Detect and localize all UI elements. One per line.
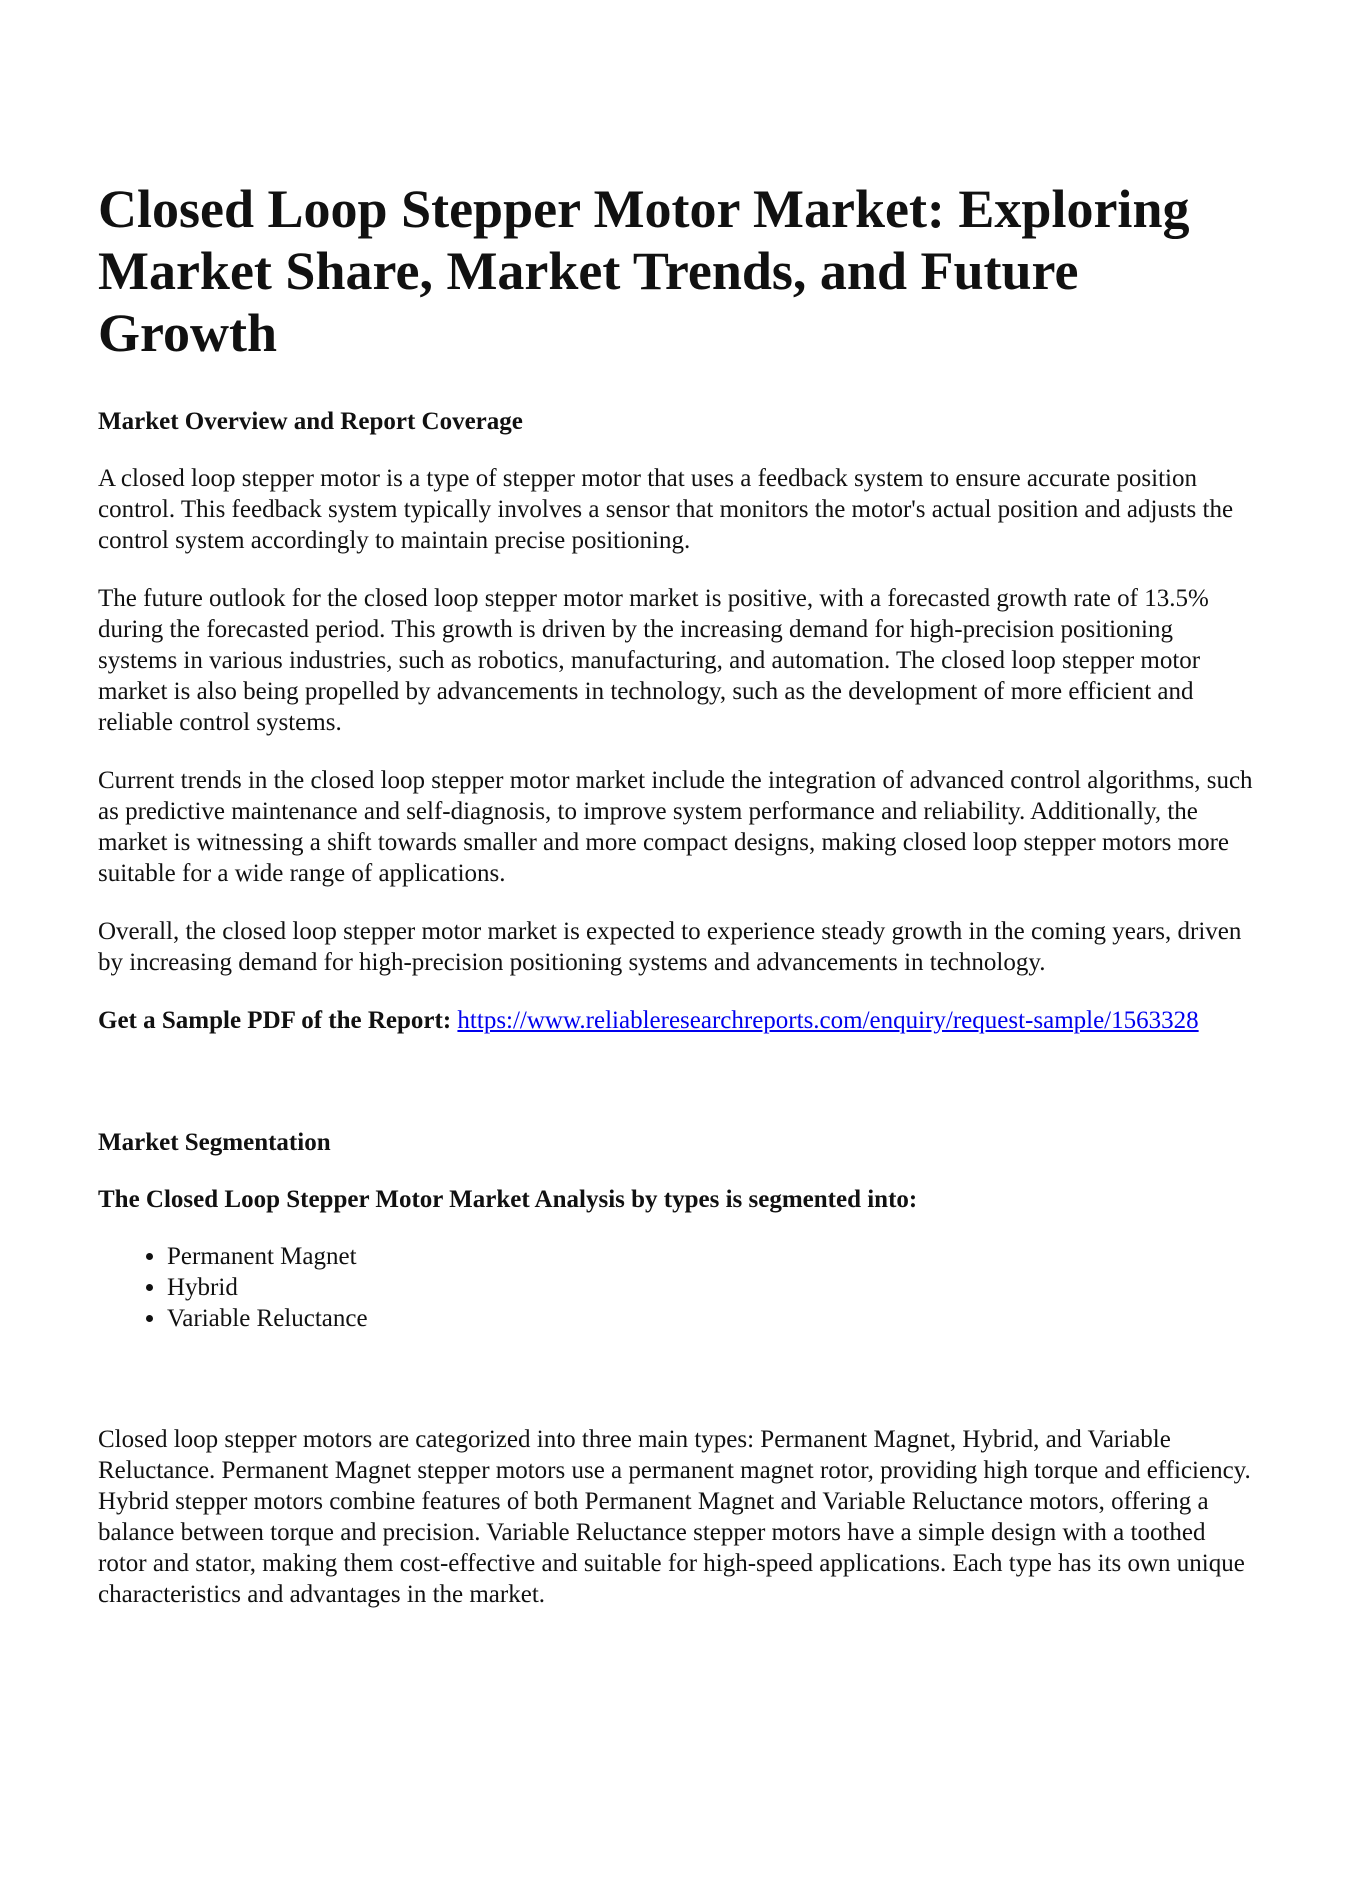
overview-paragraph-1: A closed loop stepper motor is a type of stepper motor that uses a feedback system to ensure accurate position control. This feedback system typically involves a sensor that monitors the motor's actual position and adjusts the control system accordingly to maintain precise positioning. [98, 465, 1234, 554]
types-paragraph: Closed loop stepper motors are categorized into three main types: Permanent Magnet, Hybrid, and Variable Reluctance. Permanent Magnet stepper motors use a permanent magnet rotor, providing high torque and efficiency. Hybrid stepper motors combine features of both Permanent Magnet and Variable Reluctance motors, offering a balance between torque and precision. Variable Reluctance stepper motors have a simple design with a toothed rotor and stator, making them cost-effective and suitable for high-speed applications. Each type has its own unique characteristics and advantages in the market. [98, 1426, 1251, 1608]
overview-paragraph-3: Current trends in the closed loop stepper motor market include the integration of advanced control algorithms, such as predictive maintenance and self-diagnosis, to improve system performance and reliability. Additionally, the market is witnessing a shift towards smaller and more compact designs, making closed loop stepper motors more suitable for a wide range of applications. [98, 767, 1253, 887]
page-title: Closed Loop Stepper Motor Market: Exploring Market Share, Market Trends, and Future Growth [98, 179, 1190, 363]
document-page [98, 178, 1258, 1637]
sample-pdf-line [98, 1005, 1258, 1036]
sample-pdf-label: Get a Sample PDF of the Report: [98, 1007, 452, 1034]
sample-pdf-link[interactable]: https://www.reliableresearchreports.com/enquiry/request-sample/1563328 [457, 1007, 1199, 1034]
overview-paragraph-2: The future outlook for the closed loop stepper motor market is positive, with a forecasted growth rate of 13.5% during the forecasted period. This growth is driven by the increasing demand for high-precision positioning systems in various industries, such as robotics, manufacturing, and automation. The closed loop stepper motor market is also being propelled by advancements in technology, such as the development of more efficient and reliable control systems. [98, 585, 1209, 736]
segmentation-heading: Market Segmentation [98, 1129, 331, 1156]
overview-paragraph-4: Overall, the closed loop stepper motor market is expected to experience steady growth in the coming years, driven by increasing demand for high-precision positioning systems and advancements in technology. [98, 918, 1242, 976]
overview-heading: Market Overview and Report Coverage [98, 408, 523, 435]
list-item: • Hybrid [167, 1272, 1258, 1303]
list-item: • Permanent Magnet [167, 1241, 1258, 1272]
list-spacer [98, 1334, 1258, 1424]
types-heading: The Closed Loop Stepper Motor Market Analysis by types is segmented into: [98, 1186, 918, 1213]
section-spacer [98, 1063, 1258, 1127]
types-list [98, 1241, 1258, 1334]
list-item: • Variable Reluctance [167, 1303, 1258, 1334]
